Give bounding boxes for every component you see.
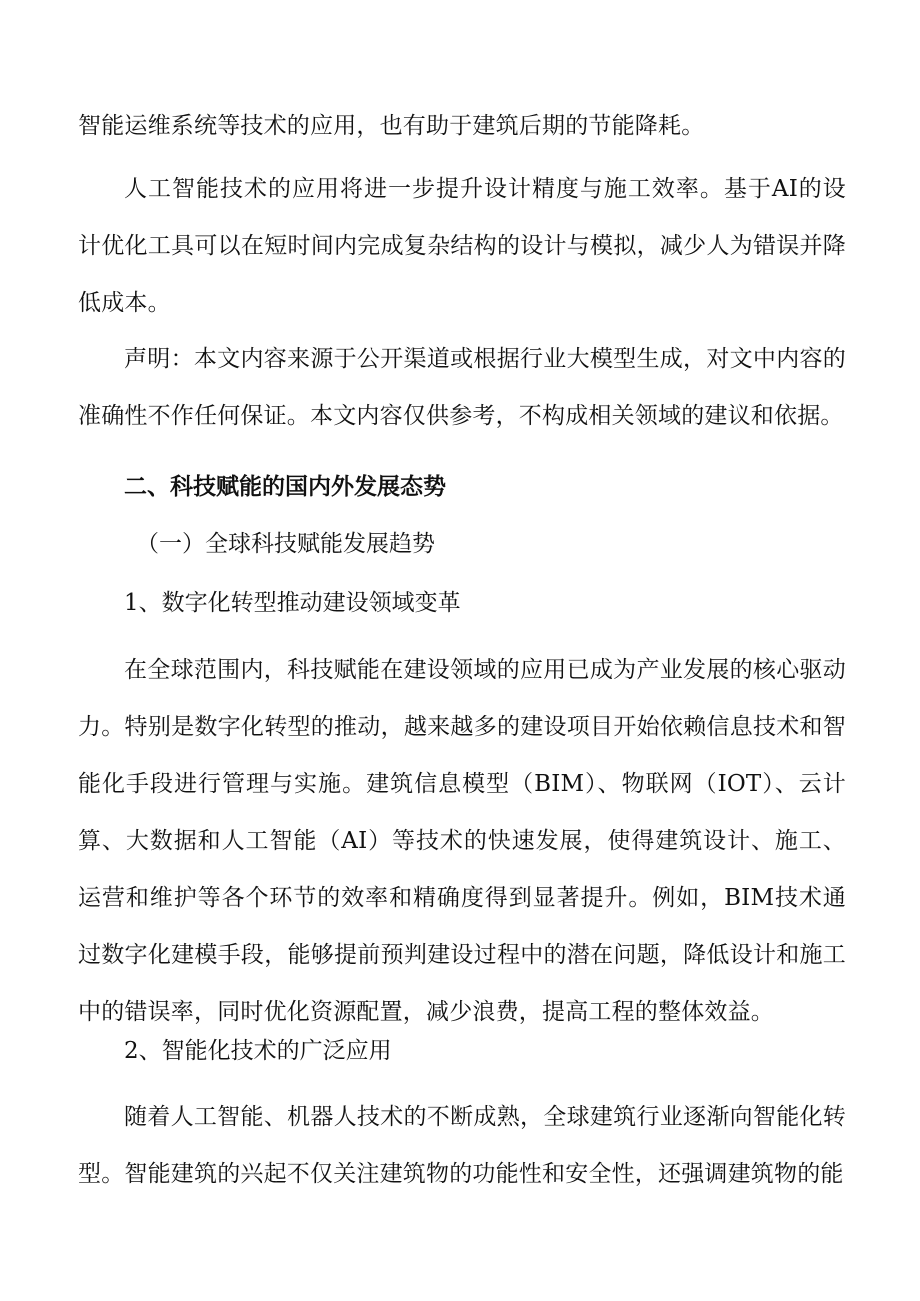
section-heading: 二、科技赋能的国内外发展态势	[124, 474, 446, 500]
subsection-heading: （一）全球科技赋能发展趋势	[136, 531, 435, 557]
paragraph-ai-application: 人工智能技术的应用将进一步提升设计精度与施工效率。基于AI的设计优化工具可以在短时间内完成复杂结构的设计与模拟，减少人为错误并降低成本。	[78, 176, 846, 316]
paragraph-intelligent-tech: 随着人工智能、机器人技术的不断成熟，全球建筑行业逐渐向智能化转型。智能建筑的兴起不仅关注建筑物的功能性和安全性，还强调建筑物的能	[78, 1104, 846, 1187]
item-heading-digital-transformation: 1、数字化转型推动建设领域变革	[124, 590, 461, 616]
paragraph-disclaimer: 声明：本文内容来源于公开渠道或根据行业大模型生成，对文中内容的准确性不作任何保证。本文内容仅供参考，不构成相关领域的建议和依据。	[78, 346, 846, 429]
item-heading-intelligent-tech: 2、智能化技术的广泛应用	[124, 1038, 392, 1064]
paragraph-digital-transformation: 在全球范围内，科技赋能在建设领域的应用已成为产业发展的核心驱动力。特别是数字化转型的推动，越来越多的建设项目开始依赖信息技术和智能化手段进行管理与实施。建筑信息模型（BIM）、物联网（IOT）、云计算、大数据和人工智能（AI）等技术的快速发展，使得建筑设计、施工、运营和维护等各个环节的效率和精确度得到显著提升。例如，BIM技术通过数字化建模手段，能够提前预判建设过程中的潜在问题，降低设计和施工中的错误率，同时优化资源配置，减少浪费，提高工程的整体效益。	[78, 657, 846, 1025]
paragraph-continuation: 智能运维系统等技术的应用，也有助于建筑后期的节能降耗。	[78, 113, 705, 139]
